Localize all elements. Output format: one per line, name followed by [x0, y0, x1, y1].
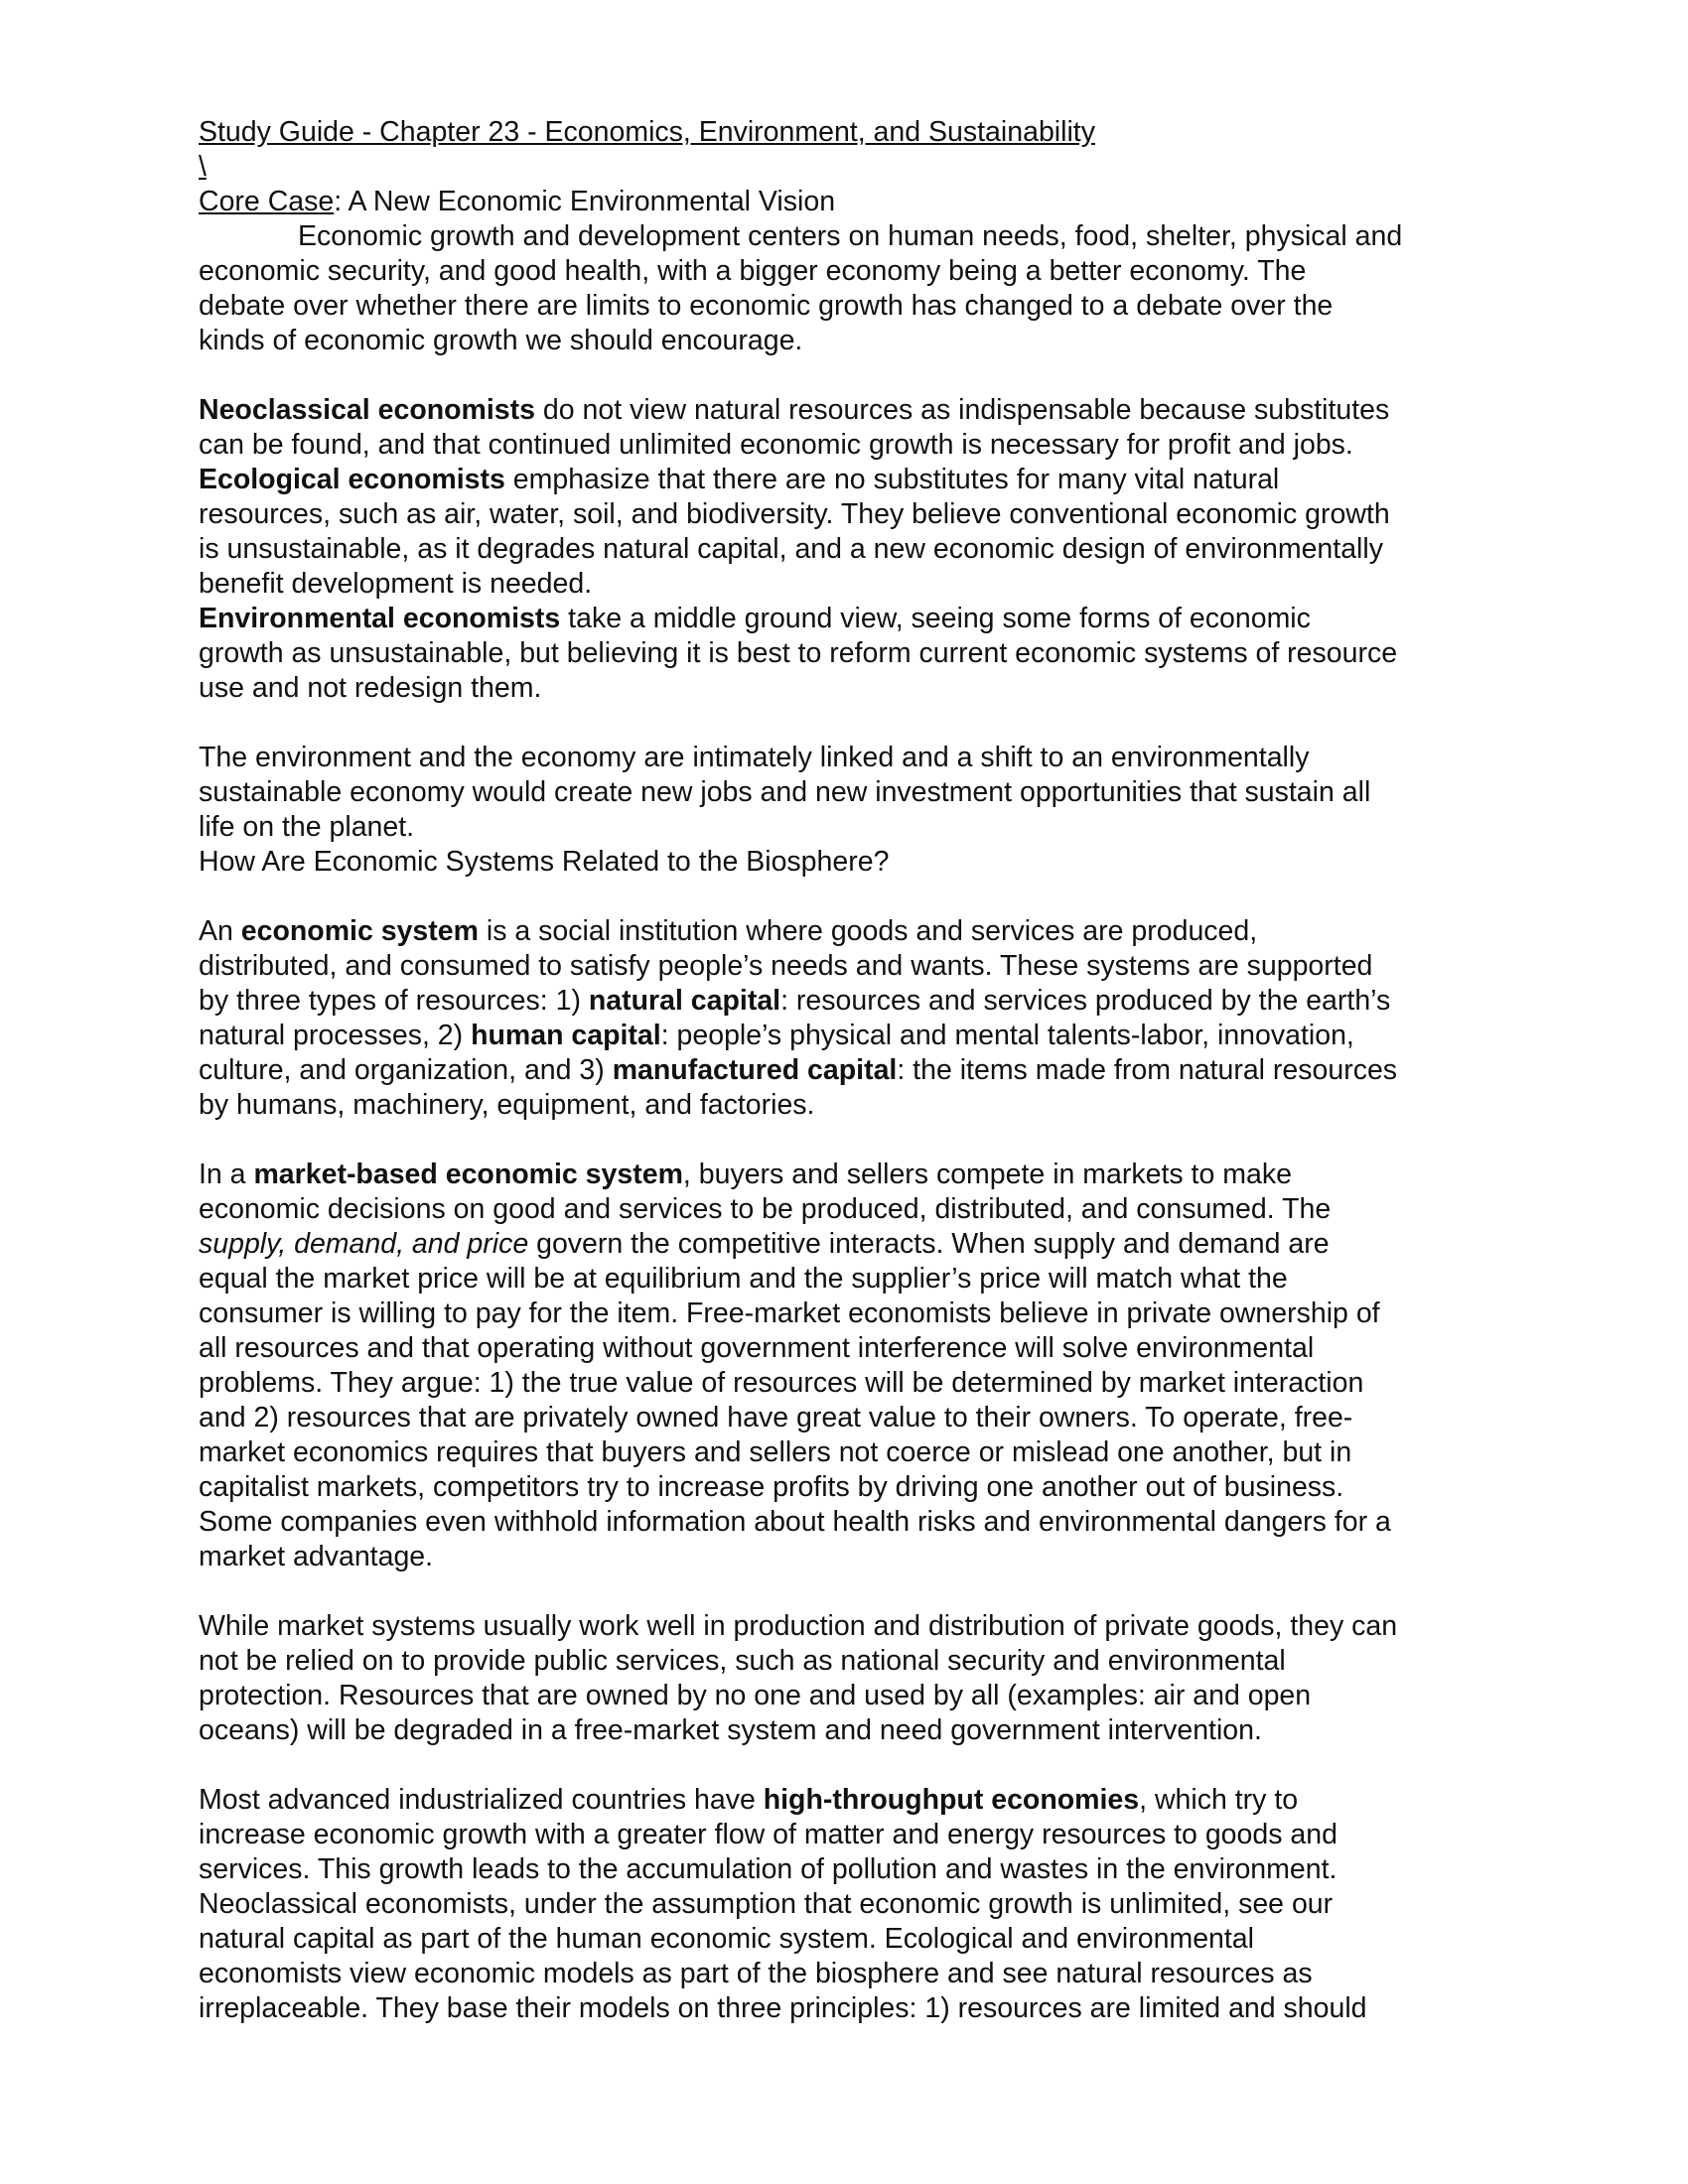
linked-paragraph: The environment and the economy are intimately linked and a shift to an environmentally sustainable economy would create new jobs and new investment opportunities that sustain all life on the planet. How Are Economic Systems Related to the Biosphere?: [199, 741, 1489, 880]
manufactured-capital-term: manufactured capital: [612, 1054, 898, 1086]
economists-paragraph: Neoclassical economists do not view natural resources as indispensable because substitutes can be found, and that continued unlimited economic growth is necessary for profit and jobs. Ecological economists emphasize that there are no substitutes for many vital natural resources, such as air, water, soil, and biodiversity. They believe conventional economic growth is unsustainable, as it degrades natural capital, and a new economic design of environmentally benefit development is needed. Environmental economists take a middle ground view, seeing some forms of economic growth as unsustainable, but believing it is best to reform current economic systems of resource use and not redesign them.: [199, 394, 1398, 704]
section-question: How Are Economic Systems Related to the Biosphere?: [199, 846, 890, 878]
environmental-term: Environmental economists: [199, 603, 561, 634]
natural-capital-term: natural capital: [588, 985, 781, 1017]
throughput-paragraph: Most advanced industrialized countries have high-throughput economies, which try to increase economic growth with a greater flow of matter and energy resources to goods and services. This growth leads to the accumulation of pollution and wastes in the environment. Neoclassical economists, under the assumption that economic growth is unlimited, see our natural capital as part of the human economic system. Ecological and environmental economists view economic models as part of the biosphere and see natural resources as irreplaceable. They base their models on three principles: 1) resources are limited and should: [199, 1784, 1367, 2024]
public-services-paragraph: While market systems usually work well in production and distribution of private goods, they can not be relied on to provide public services, such as national security and environmental protection. Resources that are owned by no one and used by all (examples: air and open oceans) will be degraded in a free-market system and need government intervention.: [199, 1610, 1398, 1746]
stray-mark: \: [199, 151, 207, 183]
market-based-term: market-based economic system: [253, 1159, 683, 1190]
document-title: Study Guide - Chapter 23 - Economics, Environment, and Sustainability: [199, 116, 1095, 148]
human-capital-term: human capital: [471, 1020, 661, 1051]
supply-demand-price-term: supply, demand, and price: [199, 1228, 529, 1260]
intro-paragraph: Economic growth and development centers on human needs, food, shelter, physical and economic security, and good health, with a bigger economy being a better economy. The debate over whether there are limits to economic growth has changed to a debate over the kinds of economic growth we should encourage.: [199, 220, 1403, 356]
high-throughput-term: high-throughput economies: [763, 1784, 1140, 1816]
ecological-term: Ecological economists: [199, 464, 505, 495]
economic-system-paragraph: An economic system is a social institution where goods and services are produced, distributed, and consumed to satisfy people’s needs and wants. These systems are supported by three types of resources: 1) natural capital: resources and services produced by the earth’s natural processes, 2) human capital: people’s physical and mental talents-labor, innovation, culture, and organization, and 3) manufactured capital: the items made from natural resources by humans, machinery, equipment, and factories.: [199, 915, 1398, 1121]
core-case-title: : A New Economic Environmental Vision: [334, 186, 836, 217]
core-case-label: Core Case: [199, 186, 335, 217]
neoclassical-term: Neoclassical economists: [199, 394, 535, 426]
market-paragraph: In a market-based economic system, buyers and sellers compete in markets to make economic decisions on good and services to be produced, distributed, and consumed. The supply, demand, and price govern the competitive interacts. When supply and demand are equal the market price will be at equilibrium and the supplier’s price will match what the consumer is willing to pay for the item. Free-market economists believe in private ownership of all resources and that operating without government interference will solve environmental problems. They argue: 1) the true value of resources will be determined by market interaction and 2) resources that are privately owned have great value to their owners. To operate, free- market economics requires that buyers and sellers not coerce or mislead one another, but in capitalist markets, competitors try to increase profits by driving one another out of business. Some companies even withhold information about health risks and environmental dangers for a market advantage.: [199, 1159, 1391, 1572]
economic-system-term: economic system: [240, 915, 479, 947]
core-case-heading: [199, 185, 1489, 219]
